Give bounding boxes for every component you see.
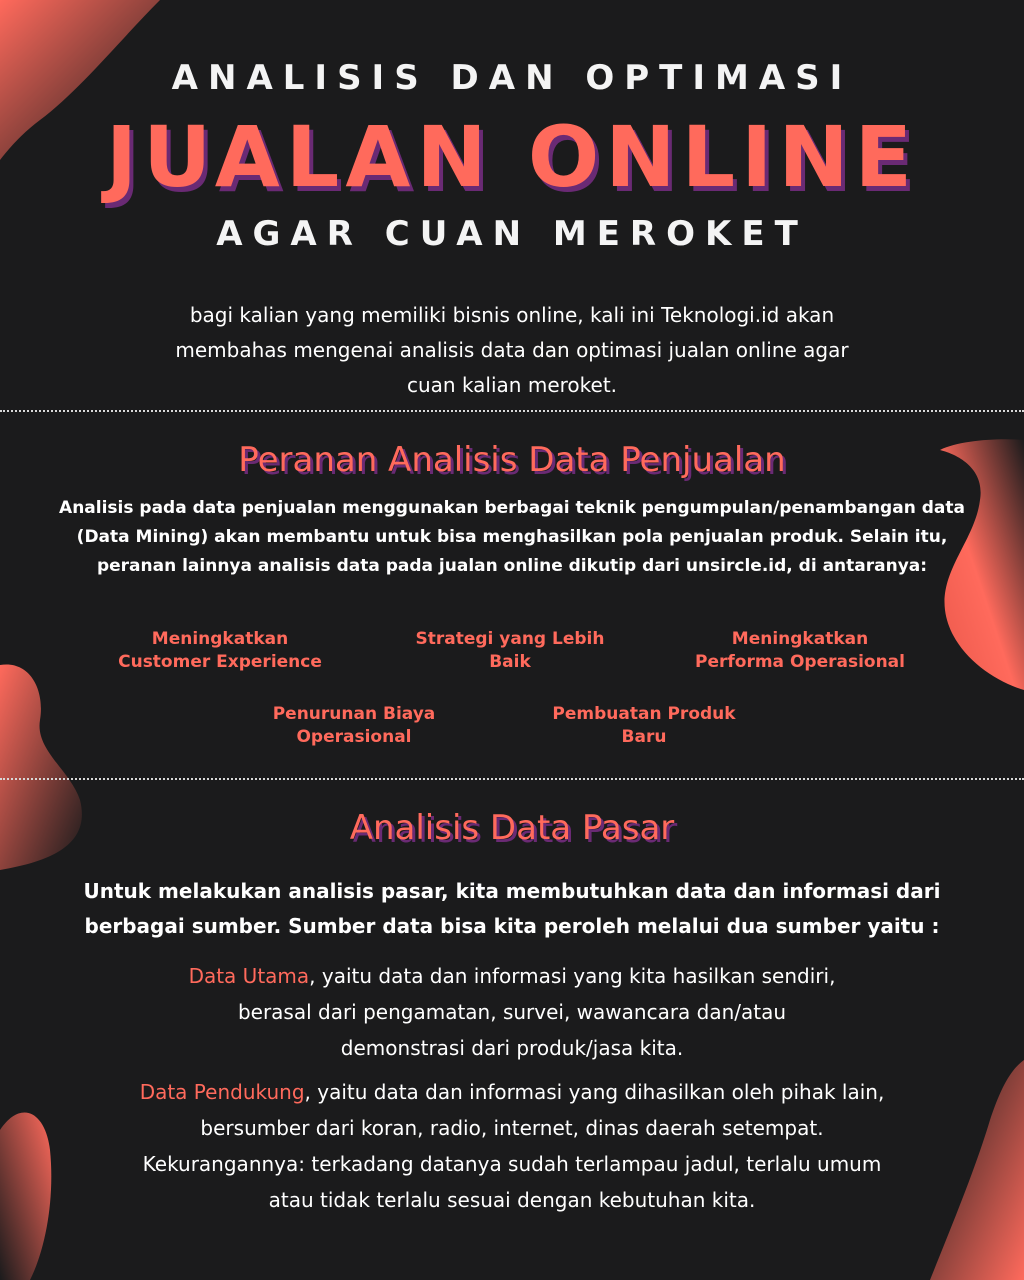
role-item (214, 703, 494, 749)
source-line: Kekurangannya: terkadang datanya sudah terlampau jadul, terlalu umum (142, 1152, 882, 1176)
section2-paragraph (60, 874, 964, 944)
section-title-pasar: Analisis Data Pasar (349, 808, 675, 848)
header-kicker-bottom: AGAR CUAN MEROKET (216, 214, 808, 254)
role-line: Operasional (296, 727, 412, 747)
section1-paragraph (40, 494, 984, 581)
source-line: berasal dari pengamatan, survei, wawancara dan/atau (237, 1000, 787, 1024)
data-utama-label: Data Utama (188, 964, 310, 988)
role-item (80, 628, 360, 674)
role-line: Baru (621, 727, 667, 747)
hero-title: JUALAN ONLINE (105, 108, 919, 206)
data-utama-block (80, 958, 944, 1066)
role-item (504, 703, 784, 749)
role-line: Baik (489, 652, 531, 672)
intro-line: cuan kalian meroket. (406, 373, 618, 397)
source-line: atau tidak terlalu sesuai dengan kebutuhan kita. (268, 1188, 756, 1212)
source-line (80, 1074, 944, 1110)
role-line: Strategi yang Lebih (415, 629, 605, 649)
role-item (370, 628, 650, 674)
dotted-divider (0, 778, 1024, 780)
paragraph-line: (Data Mining) akan membantu untuk bisa menghasilkan pola penjualan produk. Selain itu, (76, 527, 948, 547)
role-line: Meningkatkan (731, 629, 869, 649)
role-line: Penurunan Biaya (272, 704, 436, 724)
dotted-divider (0, 410, 1024, 412)
source-text: , yaitu data dan informasi yang dihasilkan oleh pihak lain, (304, 1080, 885, 1104)
data-pendukung-label: Data Pendukung (139, 1080, 305, 1104)
paragraph-line: Untuk melakukan analisis pasar, kita membutuhkan data dan informasi dari (83, 879, 941, 903)
paragraph-line: Analisis pada data penjualan menggunakan berbagai teknik pengumpulan/penambangan data (59, 498, 965, 518)
section-title-peranan: Peranan Analisis Data Penjualan (238, 440, 786, 480)
intro-paragraph (112, 298, 912, 403)
source-text: , yaitu data dan informasi yang kita hasilkan sendiri, (309, 964, 836, 988)
role-line: Pembuatan Produk (552, 704, 736, 724)
intro-line: bagi kalian yang memiliki bisnis online, kali ini Teknologi.id akan (189, 303, 835, 327)
role-line: Meningkatkan (151, 629, 289, 649)
intro-line: membahas mengenai analisis data dan optimasi jualan online agar (175, 338, 849, 362)
source-line: bersumber dari koran, radio, internet, dinas daerah setempat. (200, 1116, 824, 1140)
source-line: demonstrasi dari produk/jasa kita. (340, 1036, 684, 1060)
role-line: Performa Operasional (695, 652, 905, 672)
role-line: Customer Experience (118, 652, 322, 672)
paragraph-line: berbagai sumber. Sumber data bisa kita peroleh melalui dua sumber yaitu : (84, 914, 940, 938)
header-kicker-top: ANALISIS DAN OPTIMASI (171, 58, 853, 98)
paragraph-line: peranan lainnya analisis data pada jualan online dikutip dari unsircle.id, di antaranya: (96, 556, 928, 576)
data-pendukung-block (80, 1074, 944, 1218)
role-item (660, 628, 940, 674)
source-line (80, 958, 944, 994)
